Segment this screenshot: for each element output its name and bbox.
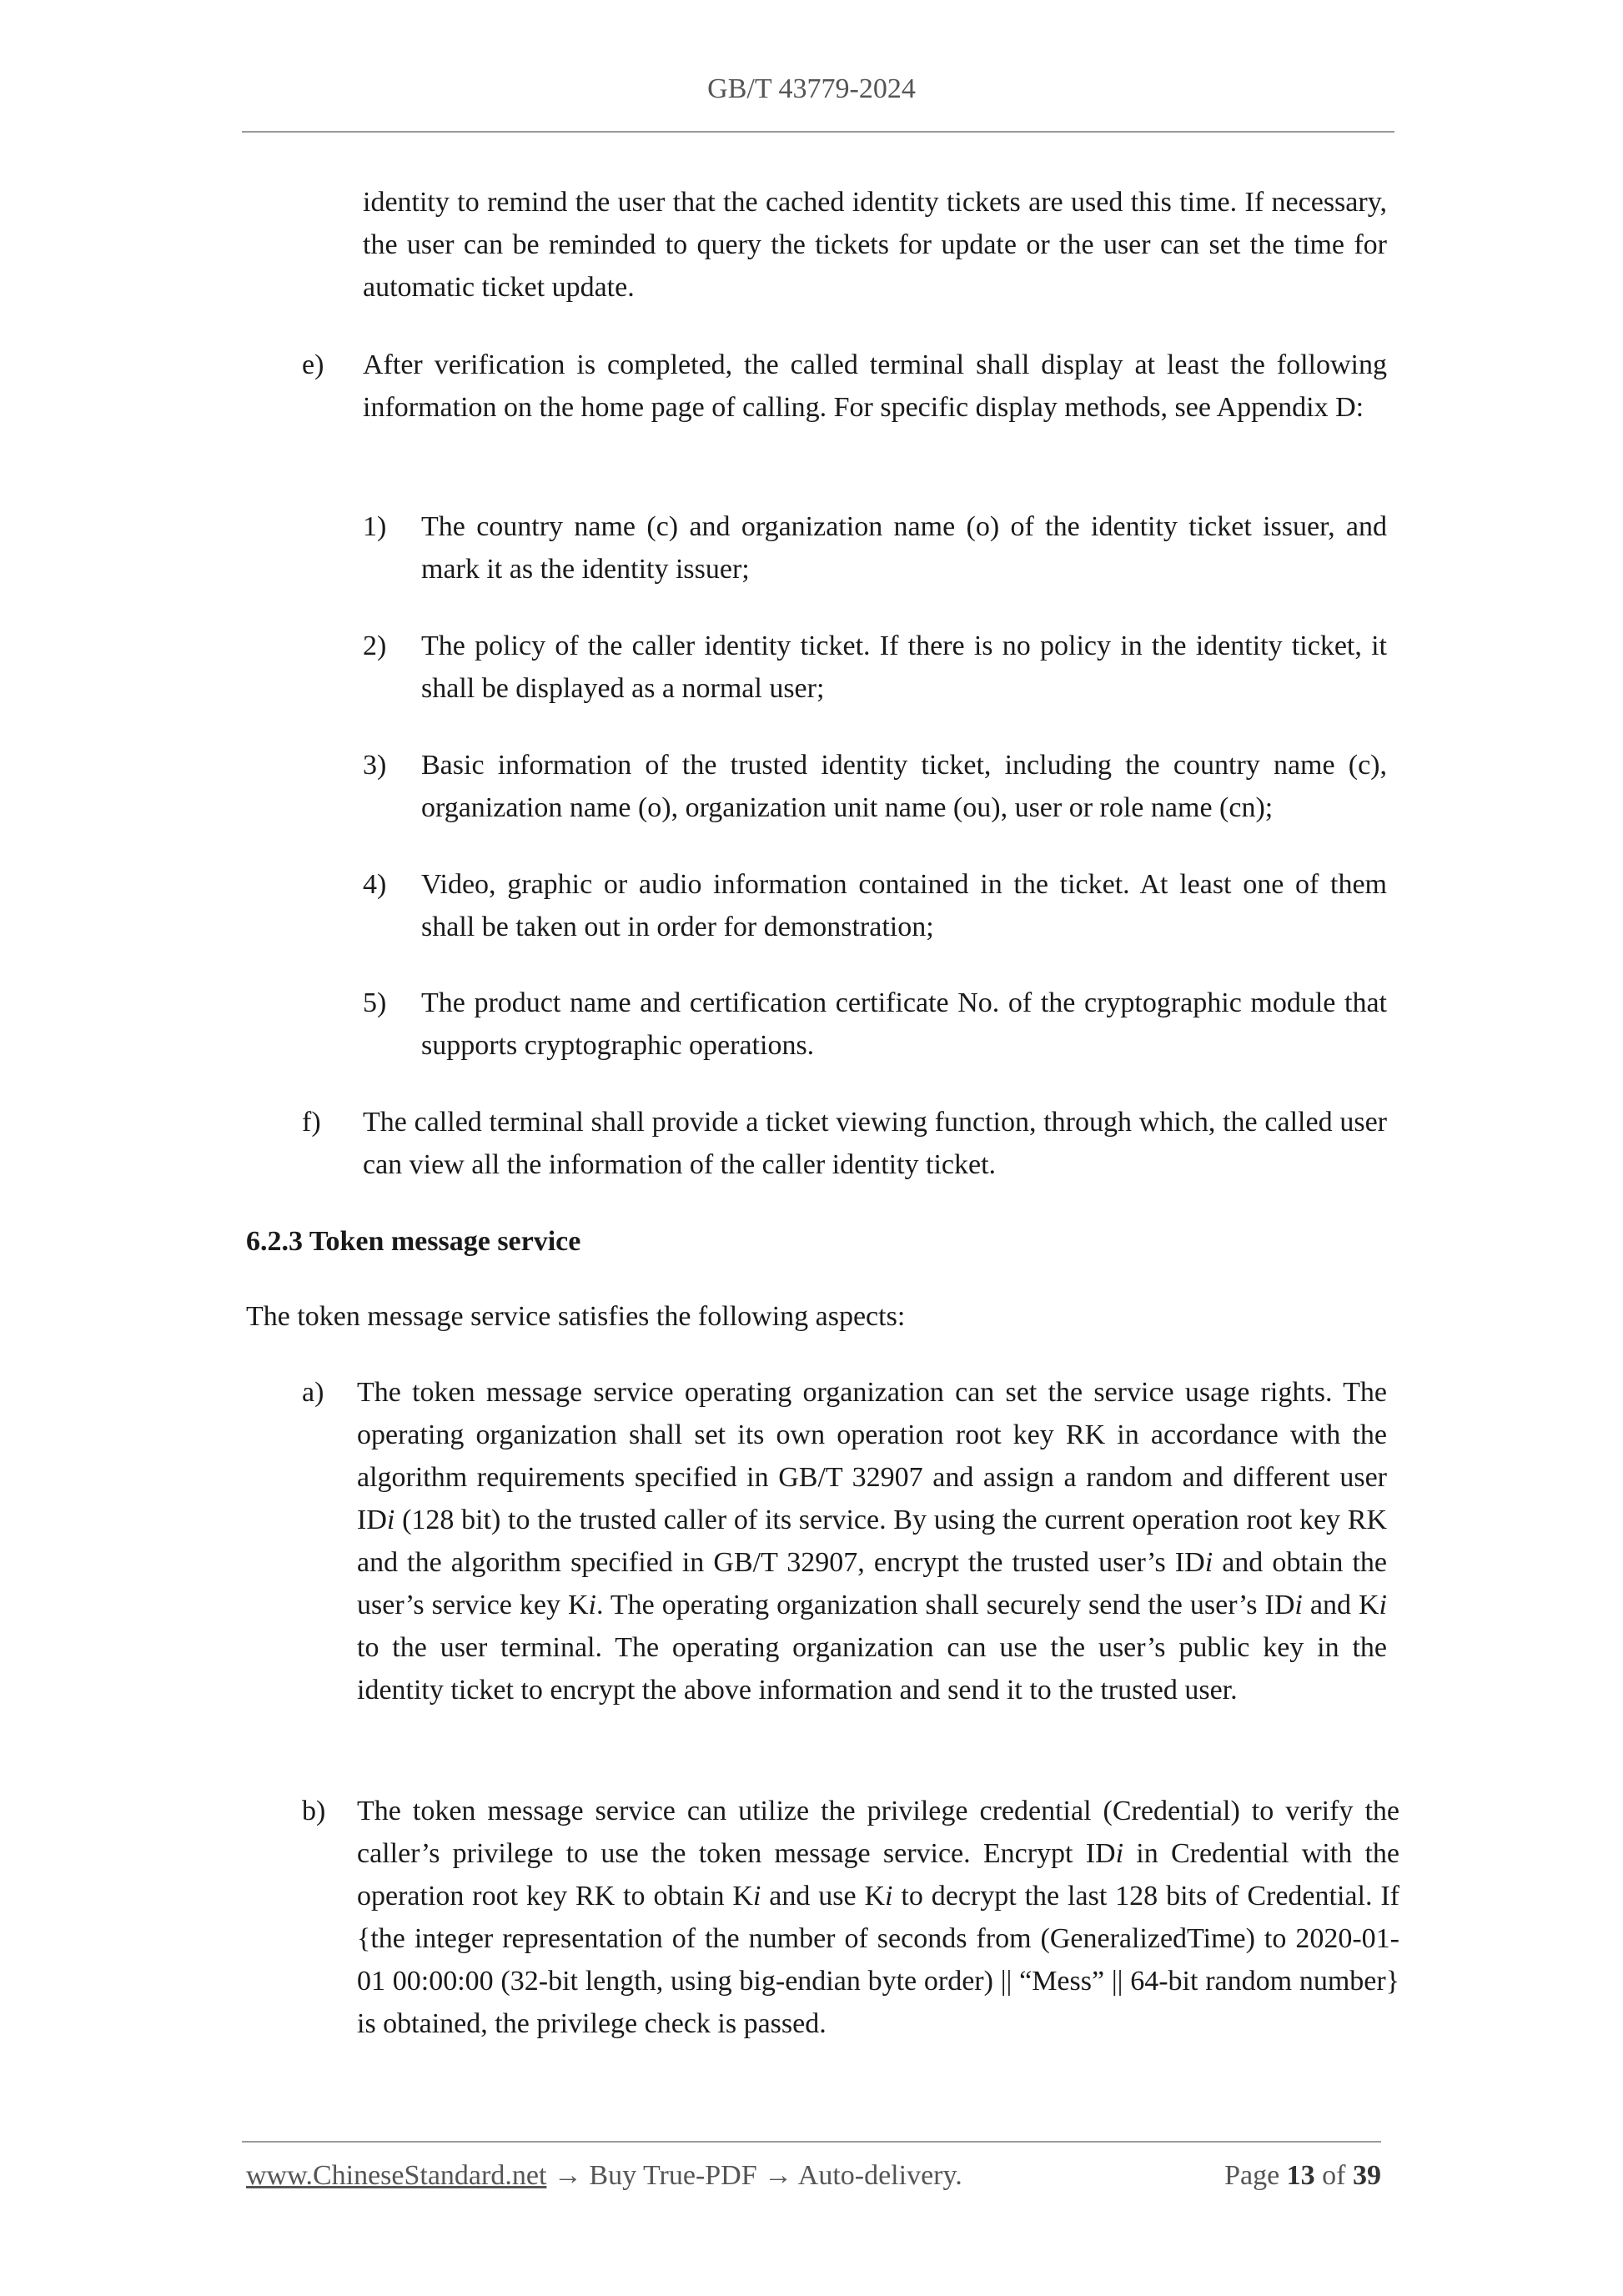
of-label: of [1322, 2160, 1346, 2191]
subitem-1-marker: 1) [363, 511, 387, 542]
footer-divider [242, 2141, 1381, 2143]
section-heading: 6.2.3 Token message service [246, 1226, 581, 1257]
item-e-text: After verification is completed, the called terminal shall display at least the following information on the home page of calling. For specific display methods, see Appendix D: [363, 349, 1387, 423]
page-label: Page [1224, 2160, 1280, 2191]
total-pages: 39 [1353, 2160, 1381, 2191]
footer-promo [246, 2160, 962, 2192]
item-f-marker: f) [302, 1107, 321, 1138]
item-b-marker: b) [302, 1796, 326, 1826]
site-link[interactable]: www.ChineseStandard.net [246, 2160, 547, 2191]
subitem-2-text: The policy of the caller identity ticket. If there is no policy in the identity ticket, it shall be displayed as a normal user; [421, 631, 1387, 704]
item-a-marker: a) [302, 1377, 324, 1408]
item-f-text: The called terminal shall provide a ticket viewing function, through which, the called user can view all the information of the caller identity ticket. [363, 1107, 1387, 1180]
header-divider [242, 131, 1394, 133]
subitem-1-text: The country name (c) and organization name (o) of the identity ticket issuer, and mark it as the identity issuer; [421, 511, 1387, 585]
page-indicator [1224, 2160, 1381, 2192]
item-a-text: The token message service operating organization can set the service usage rights. The operating organization shall set its own operation root key RK in accordance with the algorithm requirements specified in GB/T 32907 and assign a random and different user IDi (128 bit) to the trusted caller of its service. By using the current operation root key RK and the algorithm specified in GB/T 32907, encrypt the trusted user’s IDi and obtain the user’s service key Ki. The operating organization shall securely send the user’s IDi and Ki to the user terminal. The operating organization can use the user’s public key in the identity ticket to encrypt the above information and send it to the trusted user. [357, 1377, 1387, 1706]
item-e-marker: e) [302, 349, 324, 380]
intro-paragraph: identity to remind the user that the cached identity tickets are used this time. If necessary, the user can be reminded to query the tickets for update or the user can set the time for automatic ticket update. [363, 187, 1387, 303]
subitem-3-text: Basic information of the trusted identity ticket, including the country name (c), organization name (o), organization unit name (ou), user or role name (cn); [421, 750, 1387, 823]
arrow-right-icon: → [764, 2160, 793, 2191]
page-number: 13 [1286, 2160, 1315, 2191]
buy-true-pdf-text: Buy True-PDF [589, 2160, 757, 2191]
item-b-text: The token message service can utilize the privilege credential (Credential) to verify the caller’s privilege to use the token message service. Encrypt IDi in Credential with the operation root key RK to obtain Ki and use Ki to decrypt the last 128 bits of Credential. If {the integer representation of the number of seconds from (GeneralizedTime) to 2020-01-01 00:00:00 (32-bit length, using big-endian byte order) || “Mess” || 64-bit random number} is obtained, the privilege check is passed. [357, 1796, 1399, 2039]
subitem-5-marker: 5) [363, 987, 387, 1018]
subitem-4-text: Video, graphic or audio information contained in the ticket. At least one of them shall be taken out in order for demonstration; [421, 869, 1387, 942]
document-header: GB/T 43779-2024 [707, 73, 916, 104]
subitem-4-marker: 4) [363, 869, 387, 900]
subitem-5-text: The product name and certification certificate No. of the cryptographic module that supports cryptographic operations. [421, 987, 1387, 1061]
section-intro: The token message service satisfies the following aspects: [246, 1301, 906, 1332]
arrow-right-icon: → [553, 2160, 582, 2191]
subitem-2-marker: 2) [363, 631, 387, 661]
auto-delivery-text: Auto-delivery. [797, 2160, 962, 2191]
subitem-3-marker: 3) [363, 750, 387, 781]
